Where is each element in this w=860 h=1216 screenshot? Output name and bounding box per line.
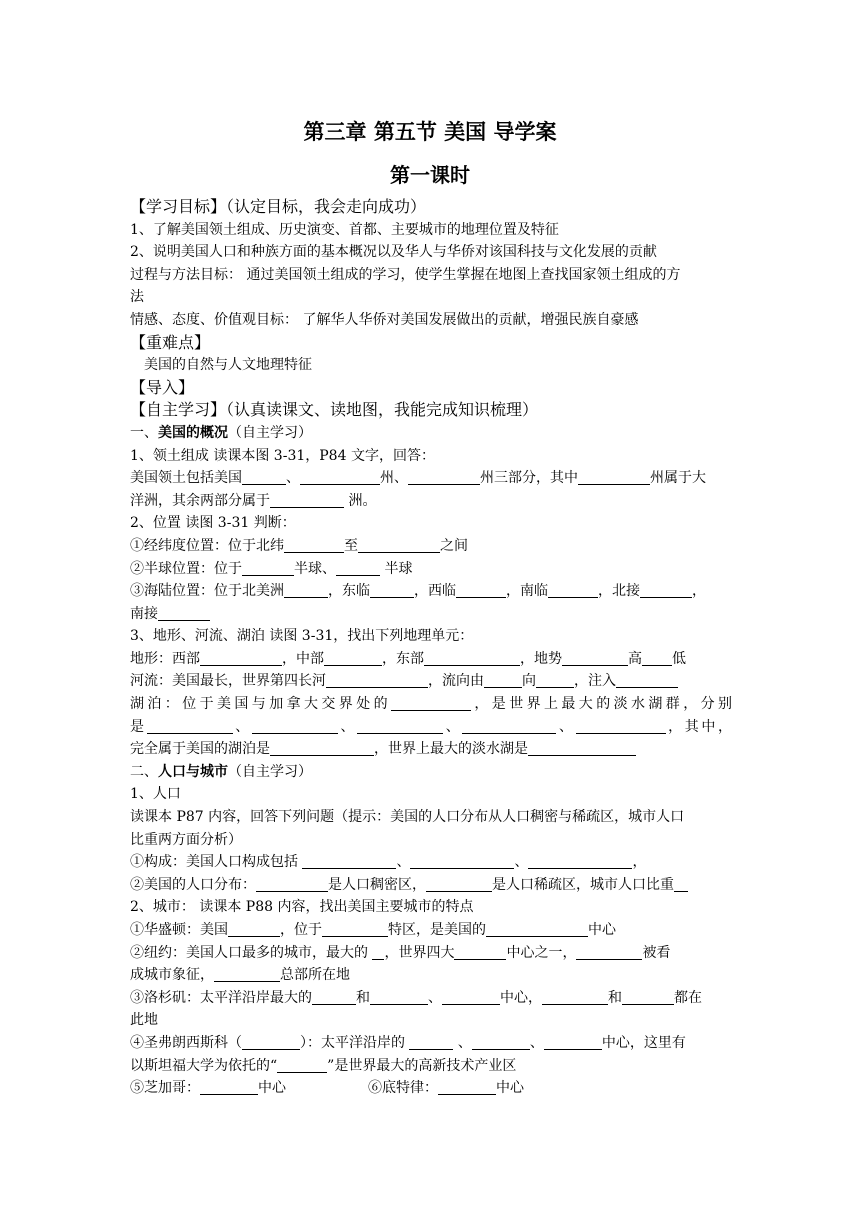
text: 成城市象征， xyxy=(130,967,214,984)
text: 中心 xyxy=(588,922,616,938)
blank[interactable] xyxy=(536,672,574,688)
text: ，东临 xyxy=(328,583,370,600)
blank[interactable] xyxy=(242,469,286,485)
text: 、 xyxy=(453,1034,472,1051)
latitude-line xyxy=(130,535,732,558)
text: 高 xyxy=(628,650,642,667)
blank[interactable] xyxy=(322,921,388,937)
washington-line xyxy=(130,919,732,942)
text: 和 xyxy=(608,989,622,1006)
text: 完全属于美国的湖泊是 xyxy=(130,741,270,758)
text: 中心之一， xyxy=(506,944,577,961)
section2-note: （自主学习） xyxy=(228,763,312,780)
text: ⑥底特律： xyxy=(368,1080,438,1097)
blank[interactable] xyxy=(158,605,210,621)
blank[interactable] xyxy=(302,853,396,869)
text: ②纽约：美国人口最多的城市，最大的 xyxy=(130,944,373,961)
text: ②美国的人口分布： xyxy=(130,876,256,893)
blank[interactable] xyxy=(642,650,672,666)
distribution-line xyxy=(130,874,732,897)
text: ③洛杉矶：太平洋沿岸最大的 xyxy=(130,989,312,1006)
blank[interactable] xyxy=(544,1034,602,1050)
section1-heading xyxy=(130,422,732,445)
blank[interactable] xyxy=(410,853,514,869)
blank[interactable] xyxy=(284,582,328,598)
blank[interactable] xyxy=(358,537,440,553)
blank[interactable] xyxy=(372,944,384,960)
territory-line1 xyxy=(130,467,732,490)
blank[interactable] xyxy=(324,650,382,666)
text: 半球、 xyxy=(294,560,336,577)
text: 、 xyxy=(286,470,300,487)
text: 、 xyxy=(396,854,411,871)
blank[interactable] xyxy=(252,718,338,734)
blank[interactable] xyxy=(442,989,500,1005)
section1-title: 美国的概况 xyxy=(158,424,228,441)
text: ，西临 xyxy=(414,583,456,600)
text: ，中部 xyxy=(282,650,324,667)
blank[interactable] xyxy=(462,718,556,734)
process-goal-line1: 过程与方法目标： 通过美国领土组成的学习，使学生掌握在地图上查找国家领土组成的方 xyxy=(130,266,681,283)
text: 至 xyxy=(344,537,358,554)
blank[interactable] xyxy=(454,944,506,960)
hemisphere-line xyxy=(130,558,732,581)
position-title: 2、位置 读图 3-31 判断： xyxy=(130,515,296,532)
text: 是 xyxy=(130,718,147,735)
blank[interactable] xyxy=(456,582,506,598)
lake-line1 xyxy=(130,693,732,716)
blank[interactable] xyxy=(616,672,678,688)
self-study-note: （认真读课文、读地图，我能完成知识梳理） xyxy=(226,400,539,420)
blank[interactable] xyxy=(578,469,650,485)
section2-num: 二、 xyxy=(130,763,158,780)
text: 向 xyxy=(522,673,536,690)
section2-heading xyxy=(130,761,732,784)
text: ， xyxy=(692,583,706,600)
lake-line2 xyxy=(130,716,732,739)
text: ，北接 xyxy=(598,583,640,600)
text: 中心，这里有 xyxy=(601,1034,686,1051)
blank[interactable] xyxy=(391,695,471,711)
blank[interactable] xyxy=(256,876,328,892)
blank[interactable] xyxy=(542,989,608,1005)
self-study-heading xyxy=(130,399,732,422)
blank[interactable] xyxy=(270,492,344,508)
text: ，注入 xyxy=(574,673,616,690)
blank[interactable] xyxy=(242,1034,300,1050)
process-goal-line2: 法 xyxy=(130,289,144,306)
text: 河流：美国最长，世界第四长河 xyxy=(130,673,326,690)
blank[interactable] xyxy=(576,718,666,734)
losangeles-line2: 此地 xyxy=(130,1012,158,1029)
text: ， xyxy=(632,854,647,871)
blank[interactable] xyxy=(326,672,428,688)
text: ，地势 xyxy=(520,650,562,667)
text: ”是世界最大的高新技术产业区 xyxy=(327,1057,517,1074)
section1-num: 一、 xyxy=(130,424,158,441)
text: 和 xyxy=(356,989,370,1006)
text: 州、 xyxy=(380,470,408,487)
text: ④圣弗朗西斯科（ xyxy=(130,1034,242,1051)
territory-title: 1、领土组成 读课本图 3-31，P84 文字，回答： xyxy=(130,447,435,464)
objective-1: 1、了解美国领土组成、历史演变、首都、主要城市的地理位置及特征 xyxy=(130,221,559,238)
blank[interactable] xyxy=(336,560,380,576)
text: 特区，是美国的 xyxy=(388,922,486,938)
blank[interactable] xyxy=(270,740,374,756)
blank[interactable] xyxy=(562,650,628,666)
section1-note: （自主学习） xyxy=(228,424,312,441)
blank[interactable] xyxy=(370,582,414,598)
blank[interactable] xyxy=(674,876,688,892)
blank[interactable] xyxy=(228,921,280,937)
text: ①华盛顿：美国 xyxy=(130,922,228,938)
losangeles-line xyxy=(130,987,732,1010)
objectives-note: （认定目标，我会走向成功） xyxy=(226,197,427,216)
population-question1: 读课本 P87 内容，回答下列问题（提示：美国的人口分布从人口稠密与稀疏区，城市人口 xyxy=(130,809,685,826)
text: 半球 xyxy=(380,560,413,577)
text: 、 xyxy=(337,718,358,735)
text: ①经纬度位置：位于北纬 xyxy=(130,537,284,554)
blank[interactable] xyxy=(424,650,520,666)
lake-line3 xyxy=(130,738,732,761)
blank[interactable] xyxy=(284,537,344,553)
text: 、 xyxy=(514,854,529,871)
text: ，东部 xyxy=(382,650,424,667)
text: 洲。 xyxy=(344,492,377,509)
text: 总部所在地 xyxy=(280,967,350,984)
text: 是人口稀疏区，城市人口比重 xyxy=(492,876,674,893)
population-title: 1、人口 xyxy=(130,786,181,803)
objective-2: 2、说明美国人口和种族方面的基本概况以及华人与华侨对该国科技与文化发展的贡献 xyxy=(130,244,657,261)
blank[interactable] xyxy=(576,944,642,960)
blank[interactable] xyxy=(438,1079,496,1095)
composition-line xyxy=(130,851,732,874)
blank[interactable] xyxy=(472,1034,530,1050)
territory-line2 xyxy=(130,490,732,513)
blank[interactable] xyxy=(277,1057,327,1073)
text: 南接 xyxy=(130,605,158,622)
key-points-heading: 【重难点】 xyxy=(130,332,211,352)
emotion-goal: 情感、态度、价值观目标： 了解华人华侨对美国发展做出的贡献，增强民族自豪感 xyxy=(130,311,639,328)
newyork-line2 xyxy=(130,964,732,987)
text: 、 xyxy=(529,1034,544,1051)
blank[interactable] xyxy=(370,989,428,1005)
blank[interactable] xyxy=(484,672,522,688)
landform-line xyxy=(130,648,732,671)
blank[interactable] xyxy=(200,650,282,666)
text: ②半球位置：位于 xyxy=(130,560,242,577)
river-line xyxy=(130,670,732,693)
page-subtitle: 第一课时 xyxy=(390,163,470,187)
text: 之间 xyxy=(440,537,468,554)
blank[interactable] xyxy=(409,1034,453,1050)
text: 中心 xyxy=(258,1080,286,1097)
blank[interactable] xyxy=(214,966,280,982)
text: ，流向由 xyxy=(428,673,484,690)
text: 、 xyxy=(556,718,576,735)
blank[interactable] xyxy=(147,718,233,734)
chicago-detroit-line xyxy=(130,1077,732,1100)
text: 、 xyxy=(443,718,463,735)
objectives-header: 【学习目标】 xyxy=(130,197,227,216)
blank[interactable] xyxy=(242,560,294,576)
blank[interactable] xyxy=(528,740,636,756)
text: ，世界四大 xyxy=(384,944,455,961)
text: 州属于大 xyxy=(650,470,706,487)
self-study-header: 【自主学习】 xyxy=(130,400,227,420)
city-title: 2、城市： 读课本 P88 内容，找出美国主要城市的特点 xyxy=(130,899,474,916)
text: ，南临 xyxy=(506,583,548,600)
blank[interactable] xyxy=(408,469,480,485)
terrain-title: 3、地形、河流、湖泊 读图 3-31，找出下列地理单元： xyxy=(130,628,474,645)
blank[interactable] xyxy=(486,921,588,937)
text: 地形：西部 xyxy=(130,650,200,667)
text: 是人口稠密区， xyxy=(328,876,426,893)
blank[interactable] xyxy=(312,989,356,1005)
text: 中心 xyxy=(496,1080,524,1097)
text: ③海陆位置：位于北美洲 xyxy=(130,583,284,600)
text: 都在 xyxy=(674,989,702,1006)
text: ①构成：美国人口构成包括 xyxy=(130,854,303,871)
section2-title: 人口与城市 xyxy=(158,763,228,780)
sea-land-line2 xyxy=(130,603,732,626)
text: 低 xyxy=(672,650,686,667)
text: 、 xyxy=(232,718,252,735)
text: 中心， xyxy=(500,989,542,1006)
key-points-text: 美国的自然与人文地理特征 xyxy=(144,357,312,374)
text: 湖泊：位于美国与加拿大交界处的 xyxy=(130,696,391,713)
blank[interactable] xyxy=(357,718,443,734)
newyork-line xyxy=(130,942,732,965)
blank[interactable] xyxy=(426,876,492,892)
text: ）：太平洋沿岸的 xyxy=(300,1034,410,1051)
text: ，世界上最大的淡水湖是 xyxy=(374,741,528,758)
page-title: 第三章 第五节 美国 导学案 xyxy=(303,119,557,144)
objectives-heading xyxy=(130,196,732,219)
blank[interactable] xyxy=(548,582,598,598)
text: ，其中， xyxy=(665,718,733,735)
worksheet-body xyxy=(130,196,732,1100)
blank[interactable] xyxy=(200,1079,258,1095)
text: 以斯坦福大学为依托的“ xyxy=(130,1057,278,1074)
blank[interactable] xyxy=(622,989,674,1005)
sea-land-line xyxy=(130,580,732,603)
blank[interactable] xyxy=(300,469,380,485)
blank[interactable] xyxy=(640,582,692,598)
text: 州三部分，其中 xyxy=(480,470,578,487)
intro-heading: 【导入】 xyxy=(130,377,195,397)
text: 洋洲，其余两部分属于 xyxy=(130,492,270,509)
text: ，是世界上最大的淡水湖群，分别 xyxy=(471,696,732,713)
blank[interactable] xyxy=(528,853,632,869)
text: 、 xyxy=(428,989,442,1006)
text: 美国领土包括美国 xyxy=(130,470,242,487)
text: 被看 xyxy=(642,944,671,961)
text: ，位于 xyxy=(280,922,322,938)
text: ⑤芝加哥： xyxy=(130,1080,200,1097)
sanfrancisco-line xyxy=(130,1032,732,1055)
sanfrancisco-line2 xyxy=(130,1055,732,1078)
population-question2: 比重两方面分析） xyxy=(130,831,242,848)
